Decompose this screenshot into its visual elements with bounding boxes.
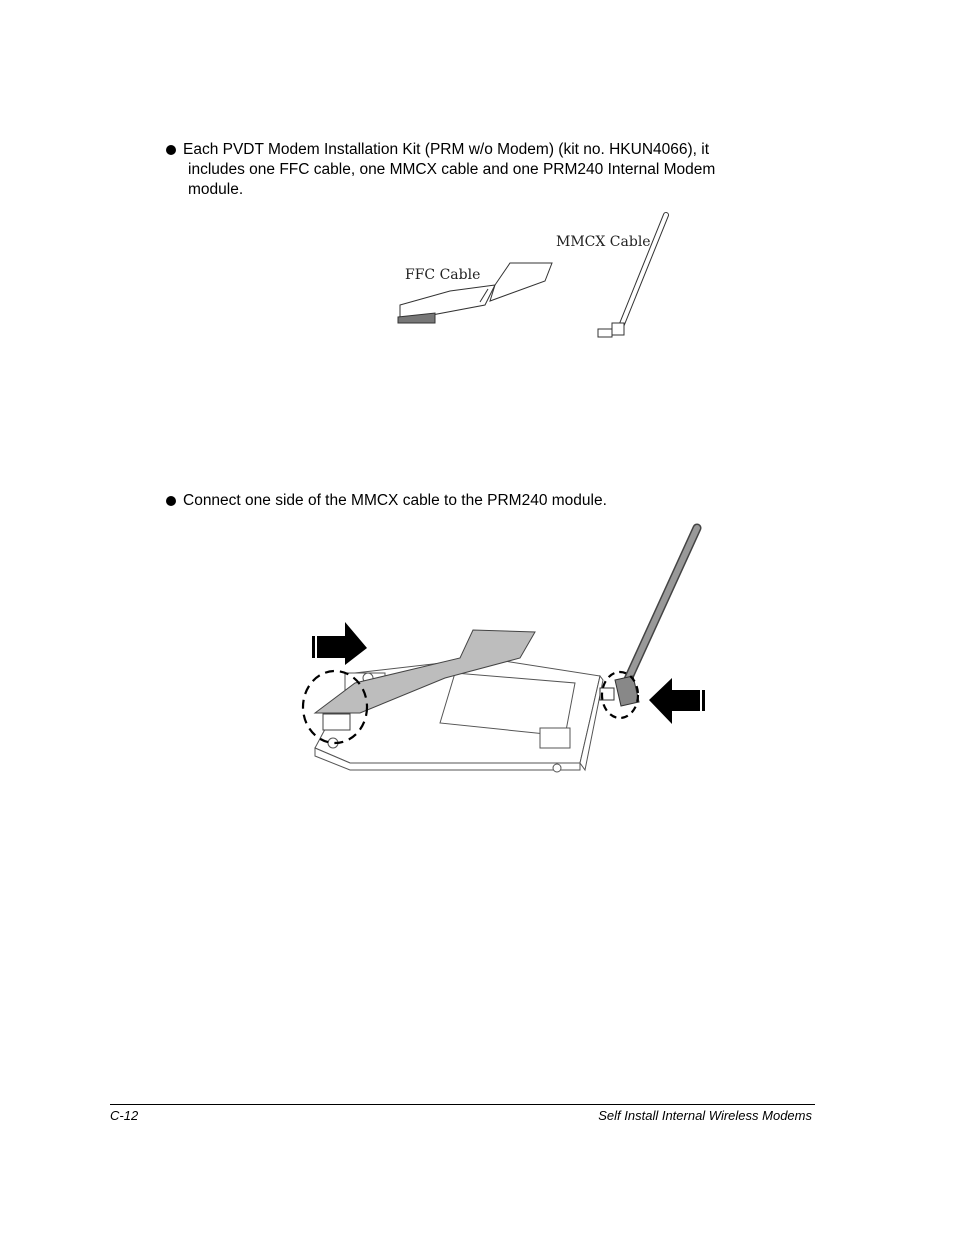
arrow-left-icon (649, 678, 708, 724)
kit-contents-line-1: Each PVDT Modem Installation Kit (PRM w/o Modem) (kit no. HKUN4066), it (183, 141, 710, 158)
bullet-dot (166, 496, 176, 506)
connect-mmcx-text: Connect one side of the MMCX cable to the PRM240 module. (183, 492, 607, 509)
cables-illustration (380, 205, 690, 355)
prm240-module-drawing (315, 658, 603, 772)
kit-contents-bullet (166, 140, 806, 204)
kit-contents-line-3: module. (188, 181, 244, 198)
section-title: Self Install Internal Wireless Modems (598, 1108, 812, 1123)
kit-contents-line-2: includes one FFC cable, one MMCX cable and one PRM240 Internal Modem (188, 161, 716, 178)
mmcx-cable-on-module (600, 528, 697, 706)
connect-mmcx-bullet (166, 491, 806, 513)
module-connection-illustration (295, 518, 725, 793)
page-number: C-12 (110, 1108, 139, 1123)
bullet-dot (166, 145, 176, 155)
arrow-right-icon (309, 622, 367, 665)
footer-rule (110, 1104, 815, 1105)
ffc-cable-label: FFC Cable (405, 267, 481, 283)
mmcx-cable-label: MMCX Cable (556, 234, 651, 250)
